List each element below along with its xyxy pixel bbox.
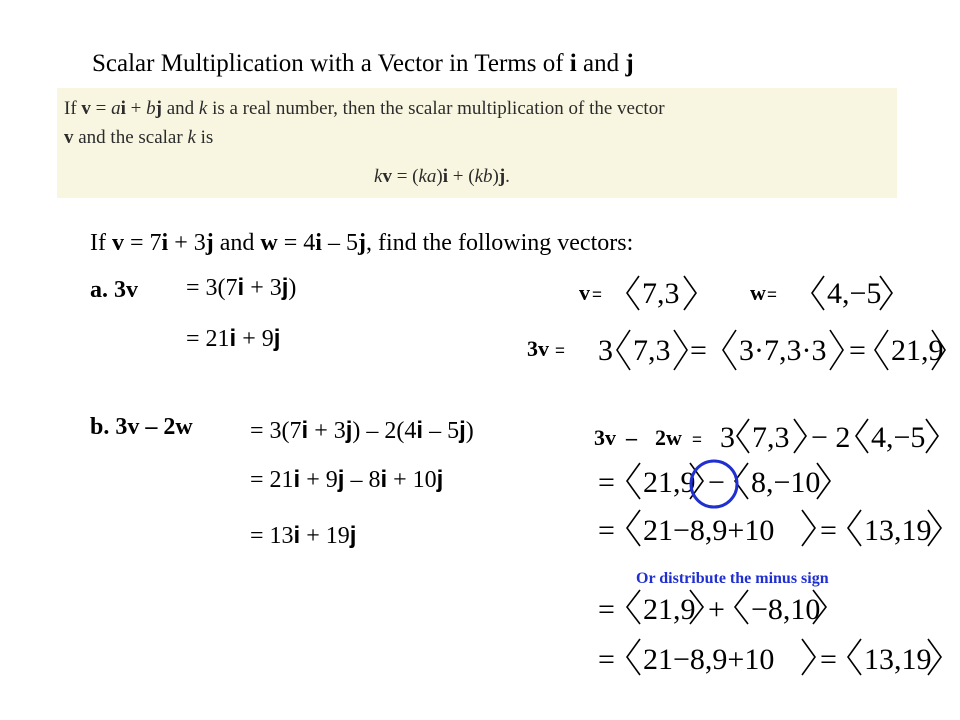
w-value: 4,−5 bbox=[827, 277, 882, 310]
bracket bbox=[737, 419, 749, 453]
bracket bbox=[848, 639, 861, 675]
b-line1-scalar: 3 bbox=[720, 421, 735, 454]
bracket bbox=[830, 330, 843, 370]
threev-equals: = bbox=[555, 341, 565, 360]
w-left-bracket bbox=[812, 276, 824, 310]
title-j: j bbox=[625, 50, 634, 77]
b-label-3v: 3v bbox=[594, 425, 616, 450]
w-label: w bbox=[750, 280, 766, 305]
v-label: v bbox=[579, 280, 590, 305]
b-line2-vector1: 21,9 bbox=[643, 466, 696, 499]
v-equals: = bbox=[592, 285, 602, 304]
b-line5-result: 13,19 bbox=[864, 643, 932, 676]
b-line3-eq2: = bbox=[820, 514, 837, 547]
bracket bbox=[735, 590, 748, 624]
bracket bbox=[674, 330, 687, 370]
bracket bbox=[627, 463, 640, 499]
b-line4-vector2: −8,10 bbox=[751, 593, 821, 626]
v-right-bracket bbox=[684, 276, 696, 310]
part-a-step-2: = 21i + 9j bbox=[186, 325, 281, 352]
part-b-label: b. 3v – 2w bbox=[90, 414, 193, 440]
b-line3-vector: 21−8,9+10 bbox=[643, 514, 775, 547]
bracket bbox=[848, 510, 861, 546]
title-text: Scalar Multiplication with a Vector in Terms of bbox=[92, 50, 570, 77]
bracket bbox=[627, 639, 640, 675]
b-line5-eq: = bbox=[598, 643, 615, 676]
b-line2-eq: = bbox=[598, 466, 615, 499]
bracket bbox=[856, 419, 868, 453]
w-right-bracket bbox=[880, 276, 892, 310]
threev-eq-2: = bbox=[849, 334, 866, 367]
b-line4-vector1: 21,9 bbox=[643, 593, 696, 626]
problem-statement: If v = 7i + 3j and w = 4i – 5j, find the following vectors: bbox=[90, 230, 634, 256]
bracket bbox=[794, 419, 806, 453]
part-b-step-1: = 3(7i + 3j) – 2(4i – 5j) bbox=[250, 417, 474, 444]
definition-line-2: v and the scalar k is bbox=[64, 127, 214, 148]
v-value: 7,3 bbox=[642, 277, 680, 310]
threev-eq-1: = bbox=[690, 334, 707, 367]
b-line4-eq: = bbox=[598, 593, 615, 626]
b-equals: = bbox=[692, 430, 702, 449]
bracket bbox=[617, 330, 630, 370]
title-i: i bbox=[569, 50, 577, 77]
threev-result: 21,9 bbox=[891, 334, 944, 367]
definition-line-1: If v = ai + bj and k is a real number, then the scalar multiplication of the vector bbox=[64, 98, 665, 119]
threev-label: 3v bbox=[527, 336, 549, 361]
b-line1-scalar2: − 2 bbox=[811, 421, 851, 454]
bracket bbox=[926, 419, 938, 453]
bracket bbox=[627, 590, 640, 624]
definition-formula: kv = (ka)i + (kb)j. bbox=[374, 166, 510, 187]
b-line1-vector2: 4,−5 bbox=[871, 421, 926, 454]
b-line5-eq2: = bbox=[820, 643, 837, 676]
b-label-minus: – bbox=[626, 425, 637, 450]
title-and: and bbox=[576, 50, 626, 77]
alternative-note: Or distribute the minus sign bbox=[636, 570, 829, 587]
bracket bbox=[627, 510, 640, 546]
threev-vector: 7,3 bbox=[633, 334, 671, 367]
bracket bbox=[802, 639, 815, 675]
part-a-label: a. 3v bbox=[90, 277, 138, 303]
threev-scalar: 3 bbox=[598, 334, 613, 367]
b-line2-minus: − bbox=[708, 466, 725, 499]
b-line1-vector: 7,3 bbox=[752, 421, 790, 454]
b-line4-plus: + bbox=[708, 593, 725, 626]
bracket bbox=[875, 330, 888, 370]
v-left-bracket bbox=[627, 276, 639, 310]
b-line3-result: 13,19 bbox=[864, 514, 932, 547]
b-line5-vector: 21−8,9+10 bbox=[643, 643, 775, 676]
b-line2-vector2: 8,−10 bbox=[751, 466, 821, 499]
b-line3-eq: = bbox=[598, 514, 615, 547]
part-b-step-2: = 21i + 9j – 8i + 10j bbox=[250, 466, 444, 493]
threev-product: 3·7,3·3 bbox=[739, 334, 827, 367]
b-label-2w: 2w bbox=[655, 425, 682, 450]
part-a-step-1: = 3(7i + 3j) bbox=[186, 274, 297, 301]
bracket bbox=[802, 510, 815, 546]
w-equals: = bbox=[767, 285, 777, 304]
part-b-step-3: = 13i + 19j bbox=[250, 522, 357, 549]
bracket bbox=[723, 330, 736, 370]
